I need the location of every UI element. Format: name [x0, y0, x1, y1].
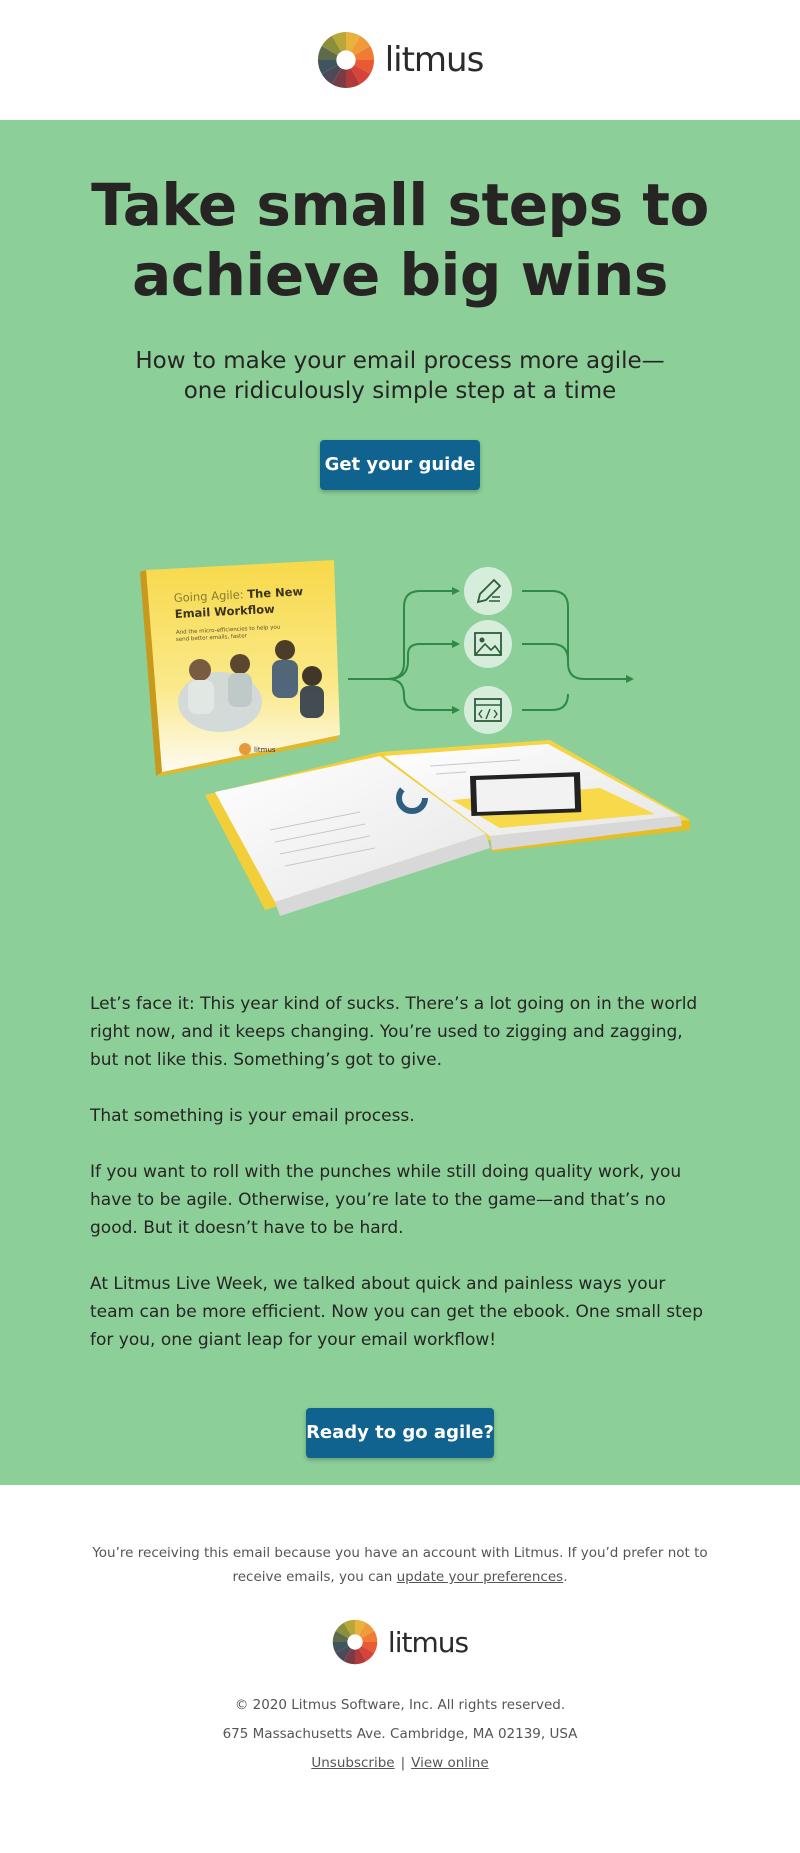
svg-text:Going Agile: The New: Going Agile: The New: [173, 584, 304, 605]
code-window-icon: [464, 686, 512, 734]
ebook-cover: [140, 560, 340, 776]
svg-text:And the micro-efficiencies to: And the micro-efficiencies to help you: [175, 624, 281, 636]
update-preferences-link[interactable]: update your preferences: [396, 1569, 564, 1585]
body-paragraph-3: If you want to roll with the punches while still doing quality work, you have to be agile. Otherwise, you’re late to the game—and that’s no good. But it doesn’t have to be hard.: [90, 1162, 682, 1238]
get-guide-button[interactable]: Get your guide: [320, 440, 480, 490]
body-paragraph-4: At Litmus Live Week, we talked about quick and painless ways your team can be more efficient. Now you can get the ebook. One small step for you, one giant leap for your email workflow!: [90, 1274, 704, 1350]
footer-logo-wordmark: litmus: [387, 1625, 469, 1659]
open-ebook: [205, 740, 690, 916]
litmus-wheel-icon: [332, 1619, 378, 1665]
litmus-wheel-icon: [317, 31, 375, 89]
footer-address: 675 Massachusetts Ave. Cambridge, MA 02139, USA: [222, 1726, 578, 1742]
hero-title-line2: achieve big wins: [132, 241, 668, 309]
body-paragraph-1: Let’s face it: This year kind of sucks. There’s a lot going on in the world right now, and it keeps changing. You’re used to zigging and zagging, but not like this. Something’s got to give.: [90, 994, 698, 1070]
footer-litmus-logo[interactable]: [332, 1619, 468, 1665]
svg-text:litmus: litmus: [254, 746, 276, 754]
unsubscribe-link[interactable]: Unsubscribe: [311, 1755, 395, 1771]
ebook-illustration: [0, 530, 800, 950]
svg-text:Email Workflow: Email Workflow: [174, 601, 276, 621]
ready-agile-button[interactable]: Ready to go agile?: [306, 1408, 494, 1458]
link-separator: |: [400, 1755, 406, 1771]
footer-copyright: © 2020 Litmus Software, Inc. All rights reserved.: [234, 1697, 566, 1713]
footer-links: [0, 1749, 800, 1778]
cta-wrapper: [0, 1382, 800, 1458]
svg-text:send better emails, faster: send better emails, faster: [175, 633, 248, 643]
view-online-link[interactable]: View online: [411, 1755, 489, 1771]
pencil-edit-icon: [464, 567, 512, 615]
hero-subtitle: How to make your email process more agile—one ridiculously simple step at a time: [135, 348, 665, 404]
notice-end: .: [563, 1569, 568, 1585]
footer-notice: [80, 1541, 720, 1589]
footer-logo-wrap: [0, 1619, 800, 1665]
hero-title-line1: Take small steps to: [91, 171, 709, 239]
hero-section: [0, 120, 800, 1485]
logo-wordmark: litmus: [384, 40, 484, 80]
email-footer: [0, 1485, 800, 1778]
hero-title: [0, 120, 800, 310]
litmus-logo[interactable]: [317, 31, 484, 89]
email-header: [0, 0, 800, 120]
image-icon: [464, 620, 512, 668]
body-copy: [90, 990, 710, 1354]
body-paragraph-2: That something is your email process.: [90, 1106, 415, 1126]
notice-text: You’re receiving this email because you have an account with Litmus. If you’d prefer not to receive emails, you can: [92, 1545, 708, 1585]
